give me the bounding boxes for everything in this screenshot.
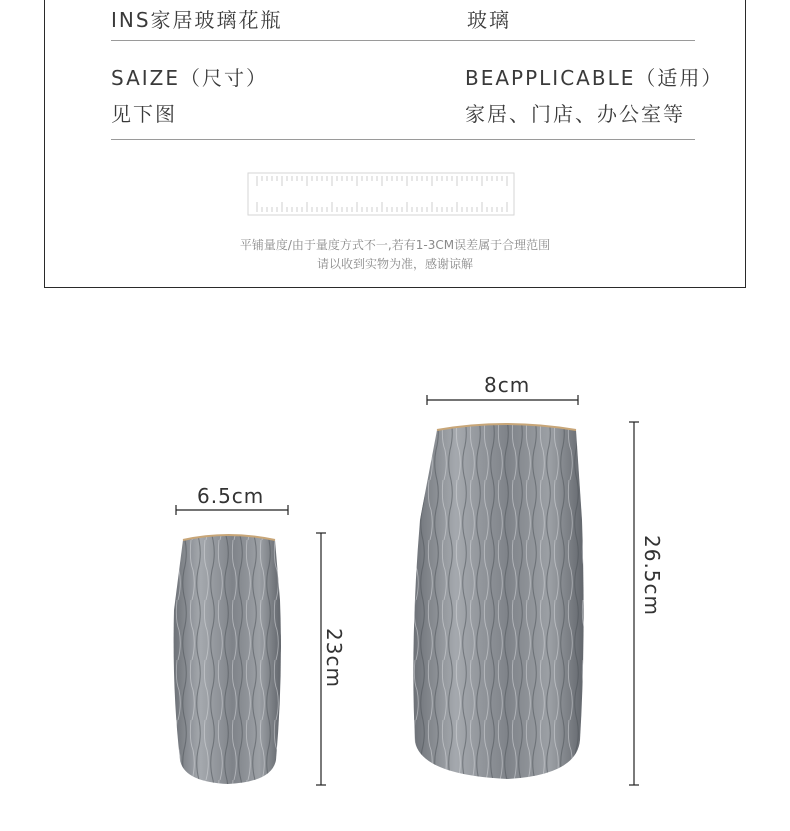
applicable-title: BEAPPLICABLE（适用）: [465, 66, 724, 90]
large-width-label: 8cm: [484, 373, 531, 397]
large-height-label: 26.5cm: [640, 535, 664, 617]
small-vase: [174, 535, 281, 784]
applicable-value: 家居、门店、办公室等: [465, 102, 685, 126]
large-vase: [413, 424, 583, 779]
measurement-note-line2: 请以收到实物为准，感谢谅解: [316, 257, 473, 271]
small-height-label: 23cm: [322, 628, 346, 688]
small-width-label: 6.5cm: [197, 484, 265, 508]
size-value: 见下图: [111, 102, 177, 126]
size-title: SAIZE（尺寸）: [111, 66, 268, 90]
product-name: INS家居玻璃花瓶: [111, 8, 283, 32]
material-value: 玻璃: [467, 8, 511, 32]
measurement-note-line1: 平铺量度/由于量度方式不一,若有1-3CM误差属于合理范围: [239, 238, 551, 252]
